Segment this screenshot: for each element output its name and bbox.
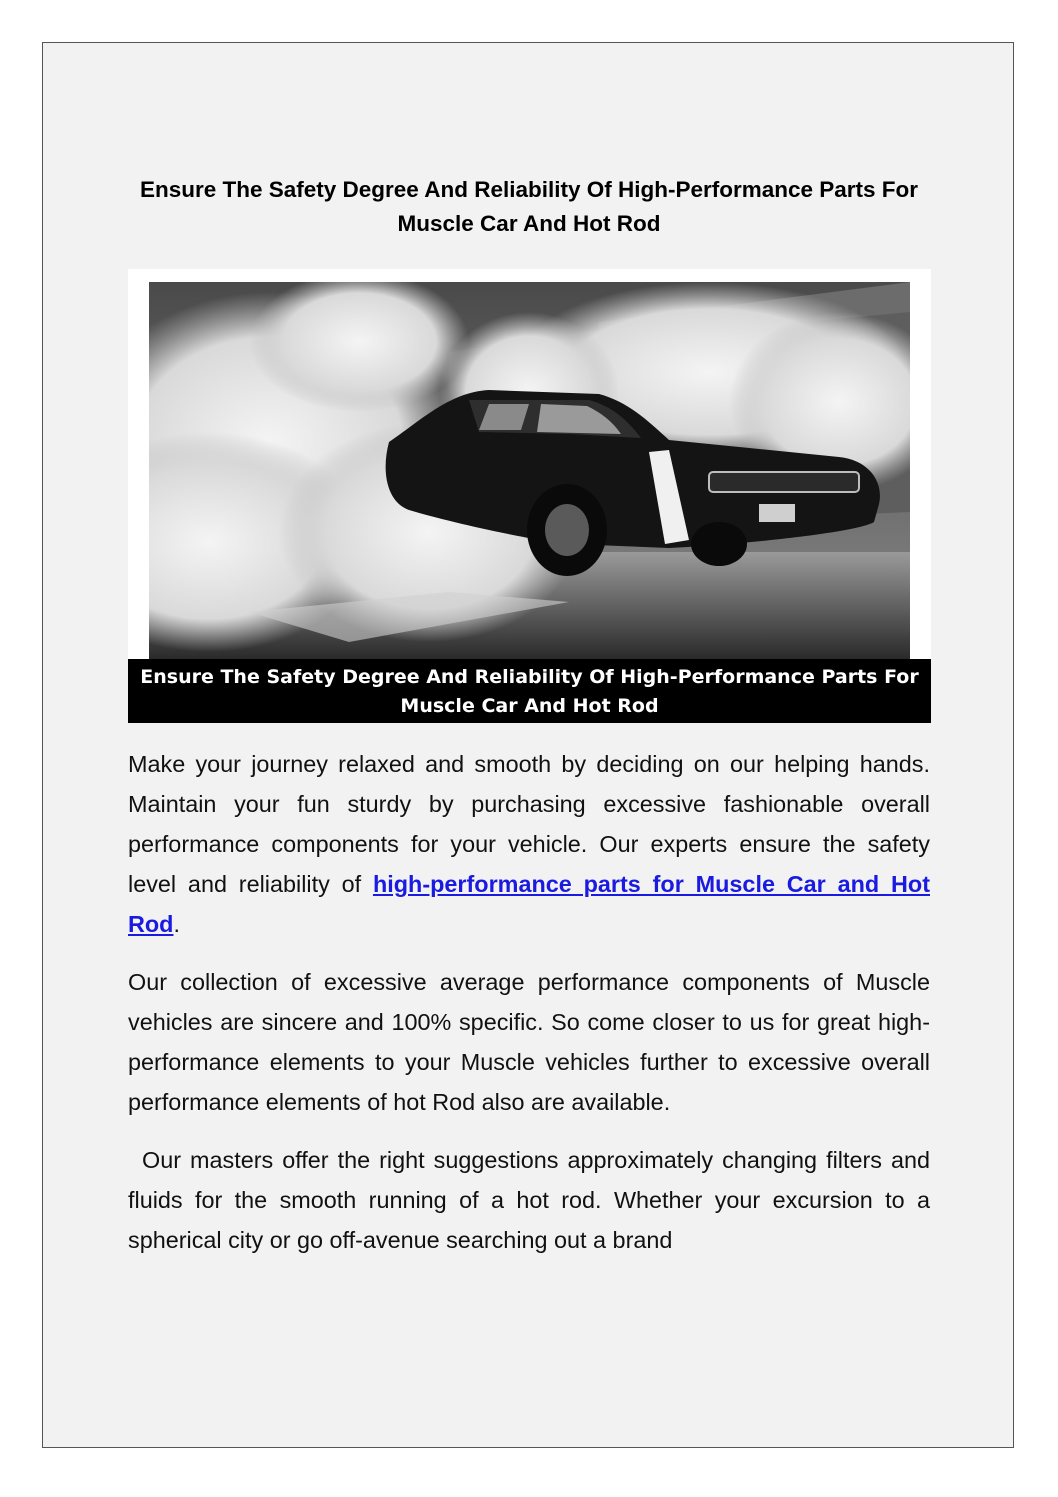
paragraph	[128, 744, 930, 944]
figure	[128, 269, 931, 723]
paragraph-text: Make your journey relaxed and smooth by deciding on our helping hands. Maintain your fun sturdy by purchasing excessive fashionable overall performance components for your vehicle. Our experts ensure the safety level and reliability of	[128, 751, 930, 897]
paragraph-text-end: .	[173, 911, 180, 937]
product-link[interactable]: high-performance parts for Muscle Car and Hot Rod	[128, 871, 930, 937]
page-title: Ensure The Safety Degree And Reliability Of High-Performance Parts For Muscle Car And Hot Rod	[139, 177, 919, 236]
figure-caption: Ensure The Safety Degree And Reliability Of High-Performance Parts For Muscle Car And Hot Rod	[128, 659, 931, 723]
article-body	[128, 744, 930, 1278]
muscle-car-photo	[149, 282, 910, 659]
paragraph	[128, 1140, 930, 1260]
paragraph-text: Our masters offer the right suggestions approximately changing filters and fluids for the smooth running of a hot rod. Whether your excursion to a spherical city or go off-avenue searching out a brand	[128, 1147, 930, 1253]
paragraph: Our collection of excessive average performance components of Muscle vehicles are sincere and 100% specific. So come closer to us for great high-performance elements to your Muscle vehicles further to excessive overall performance elements of hot Rod also are available.	[128, 969, 930, 1115]
